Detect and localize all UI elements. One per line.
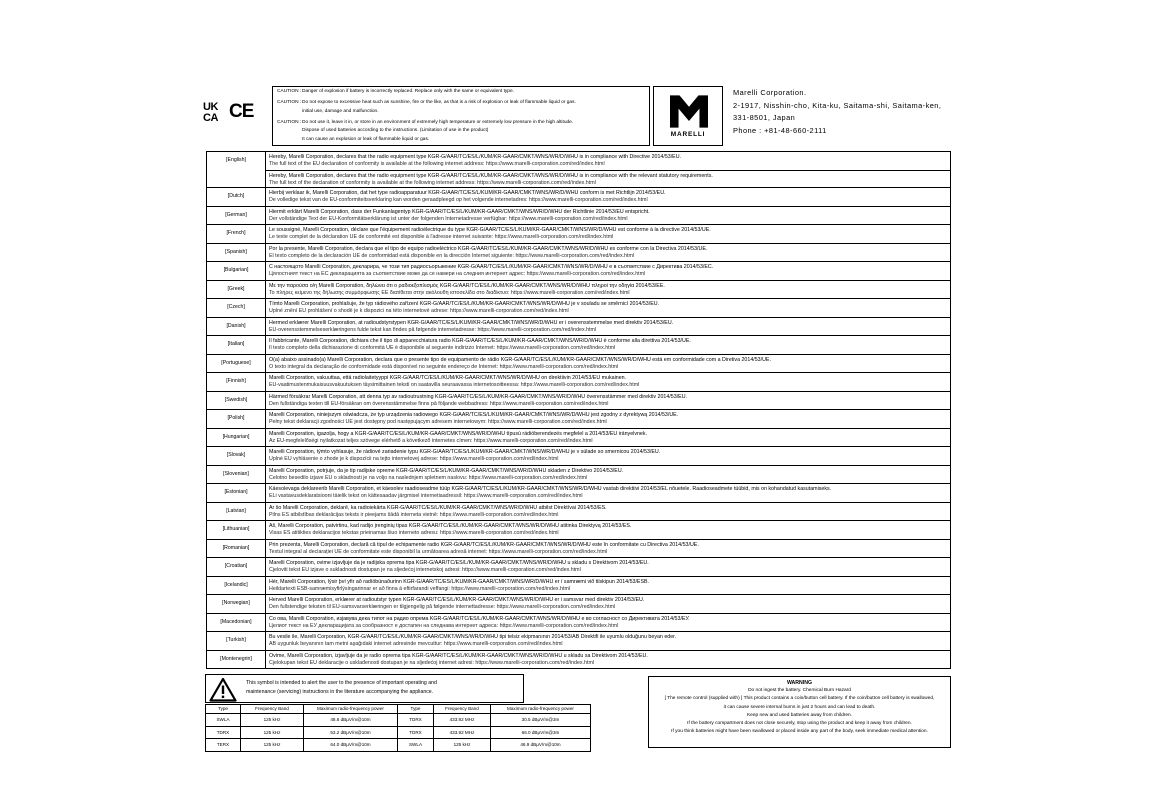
declaration-url-text: EU-overensstemmelseserklæringens fulde tekst kan findes på følgende internetadresse: https://www.marelli-corporation.com/red/index.html [269,326,597,333]
declaration-row [207,502,950,521]
declaration-url-text: Цялостният текст на ЕС декларацията за съответствие може да се намери на следния интернет адрес: https://www.marelli-corporation.com/red/index.html [269,271,646,277]
symbol-notice-text [246,679,437,697]
declaration-block [266,429,950,447]
language-label: [Bulgarian] [207,262,266,280]
declaration-text: С настоящото Marelli Corporation, декларира, че този тип радиосъоръжение KGR-G/AAR/TC/ES/L/KUM/KR-GAAR/CMKT/WNS/WR/D/WHU е в съответствие с Директива 2014/53/ЕС. [269,264,714,270]
language-label: [Estonian] [207,484,266,502]
spec-header-cell: Type [398,705,434,714]
declaration-block [266,262,950,280]
declaration-row [207,354,950,373]
battery-warning-line: If you think batteries might have been swallowed or placed inside any part of the body, seek immediate medical attention. [671,729,928,735]
language-label: [Turkish] [207,632,266,650]
battery-warning-line: [ The remote control (supplied with) ] This product contains a coin/button cell battery. If the coin/button cell battery is swallowed, [664,696,935,702]
caution-text: Danger of explosion if battery is incorrectly replaced. Replace only with the same or equivalent type. [302,89,514,94]
spec-cell: TDRX [398,726,434,739]
caution-text: initial use, damage and malfunction. [302,108,379,114]
spec-cell: 125 kHz [241,714,304,727]
declaration-text: Marelli Corporation, týmto vyhlasuje, že rádiové zariadenie typu KGR-G/AAR/TC/ES/L/KUM/KR-GAAR/CMKT/WNS/WR/D/WHU je v súlade so smernicou 2014/53/EÚ. [269,449,661,455]
spec-header-cell: Maximum radio-frequency power [304,705,398,714]
spec-cell: 433.92 MHz [434,726,491,739]
spec-table-row [206,726,591,739]
declaration-row [207,594,950,613]
battery-warning-line: it can cause severe internal burns in just 2 hours and can lead to death. [723,704,876,710]
declaration-row [207,631,950,650]
declaration-blocks [266,651,950,669]
spec-cell: 433.92 MHz [434,714,491,727]
declaration-blocks [266,577,950,595]
declaration-row [207,557,950,576]
declaration-url-text: The full text of the EU declaration of conformity is available at the following internet address: https://www.marelli-corporation.com/red/index.html [269,161,605,167]
spec-cell: 30.5 dBμV/m@3m [491,714,591,727]
language-label: [Czech] [207,299,266,317]
declaration-row [207,206,950,225]
declaration-blocks [266,429,950,447]
declaration-url-text: Úplné znění EU prohlášení o shodě je k dispozici na této internetové adrese: https://www.marelli-corporation.com/red/index.html [269,308,569,314]
caution-label: CAUTION : [277,89,302,94]
caution-text: Dispose of used batteries according to the instructions. (Limitation of use in the product) [302,128,489,133]
declaration-blocks [266,373,950,391]
declaration-block [266,281,950,299]
language-label: [English] [207,152,266,187]
caution-box [272,86,650,146]
spec-cell: TERX [206,739,241,752]
symbol-notice-line: This symbol is intended to alert the user to the presence of important operating and [246,680,437,686]
language-label: [Hungarian] [207,429,266,447]
declaration-blocks [266,410,950,428]
language-label: [French] [207,225,266,243]
declaration-blocks [266,336,950,354]
address-postal: 331-8501, Japan [733,113,796,123]
declaration-block [266,207,950,225]
declaration-block [266,225,950,243]
declaration-blocks [266,540,950,558]
declaration-row [207,428,950,447]
declaration-blocks [266,244,950,262]
declaration-url-text: Pilns ES atbilstības deklarācijas teksts ir pieejams šādā interneta vietnē: https://www.marelli-corporation.com/red/index.html [269,511,559,518]
declaration-blocks [266,281,950,299]
spec-cell: 125 kHz [241,739,304,752]
declaration-blocks [266,262,950,280]
declaration-blocks [266,466,950,484]
declaration-url-text: Úplné EÚ vyhlásenie o zhode je k dispozícii na tejto internetovej adrese: https://www.marelli-corporation.com/red/index.html [269,456,559,462]
language-label: [Polish] [207,410,266,428]
language-label: [Greek] [207,281,266,299]
declaration-text: Ar šo Marelli Corporation, deklarē, ka radioiekārta KGR-G/AAR/TC/ES/L/KUM/KR-GAAR/CMKT/WNS/WR/D/WHU atbilst Direktīvai 2014/53/ES. [269,504,607,511]
caution-item [277,119,645,145]
declaration-block [266,503,950,521]
declaration-blocks [266,207,950,225]
declaration-blocks [266,595,950,613]
declaration-block [266,152,950,170]
declaration-url-text: AB uygunluk beyanının tam metni aşağıdaki internet adresinde mevcuttur: https://www.marelli-corporation.com/red/index.html [269,641,563,647]
ukca-mark [203,102,227,126]
declaration-text: Hiermit erklärt Marelli Corporation, dass der Funkanlagentyp KGR-G/AAR/TC/ES/L/KUM/KR-GAAR/CMKT/WNS/WR/D/WHU der Richtlinie 2014/53/EU entspricht. [269,208,650,215]
caution-label: CAUTION : [277,119,302,125]
language-label: [Italian] [207,336,266,354]
spec-header-cell: Type [206,705,241,714]
declaration-blocks [266,614,950,632]
declaration-url-text: EU-vaatimustenmukaisuusvakuutuksen täysimittainen teksti on saatavilla seuraavassa internetosoitteessa: https://www.marelli-corporation.com/red/index.html [269,382,640,388]
declaration-block [266,355,950,373]
declaration-block [266,410,950,428]
declaration-row [207,152,950,187]
declaration-url-text: Cjelokupan tekst EU deklaracije o usklađenosti dostupan je na sljedećoj internet adresi: https://www.marelli-corporation.com/red/index.html [269,659,595,666]
declaration-block [266,521,950,539]
declaration-text: Herved Marelli Corporation, erklærer at radioutstyr typen KGR-G/AAR/TC/ES/L/KUM/KR-GAAR/CMKT/WNS/WR/D/WHU er i samsvar med direktiv 2014/53/EU. [269,597,645,603]
address-phone: Phone : +81-48-660-2111 [733,126,827,136]
language-label: [Swedish] [207,392,266,410]
declaration-url-text: Heildartexti ESB-samræmisyfirlýsingarinnar er að finna á eftirfarandi veffangi: https://www.marelli-corporation.com/red/index.html [269,585,571,592]
declaration-block [266,244,950,262]
declaration-text: Il fabbricante, Marelli Corporation, dichiara che il tipo di apparecchiatura radio KGR-G/AAR/TC/ES/L/KUM/KR-GAAR/CMKT/WNS/WR/D/WHU è conforme alla direttiva 2014/53/UE. [269,338,691,344]
language-label: [Romanian] [207,540,266,558]
language-label: [Croatian] [207,558,266,576]
declaration-row [207,613,950,632]
declaration-url-text: El texto completo de la declaración UE de conformidad está disponible en la dirección Internet siguiente: https://www.marelli-corporation.com/red/index.html [269,252,635,259]
spec-cell: 125 kHz [241,726,304,739]
caution-text: Do not use it, leave it in, or store in an environment of extremely high temperature or extremely low pressure in the high altitude. [302,119,574,125]
declaration-row [207,576,950,595]
radio-spec-table [205,704,591,752]
caution-text: Do not expose to excessive heat such as sunshine, fire or the like, as that is a risk of explosion or leak of flammable liquid or gas. [302,100,576,105]
declaration-row [207,539,950,558]
warning-triangle-icon [209,677,237,702]
spec-cell: TDRX [206,726,241,739]
declaration-text: Marelli Corporation, potrjuje, da je tip radijske opreme KGR-G/AAR/TC/ES/L/KUM/KR-GAAR/CMKT/WNS/WR/D/WHU skladen z Direktivo 2014/53/EU. [269,467,624,474]
declaration-block [266,466,950,484]
spec-table-row [206,714,591,727]
declaration-url-text: Το πλήρες κείμενο της δήλωσης συμμόρφωσης ΕΕ διατίθεται στην ακόλουθη ιστοσελίδα στο διαδίκτυο: https://www.marelli-corporation.com/red/index.html [269,289,630,296]
declaration-block [266,558,950,576]
declaration-blocks [266,558,950,576]
language-label: [Macedonian] [207,614,266,632]
spec-header-cell: Frequency Band [241,705,304,714]
declaration-row [207,298,950,317]
declaration-block [266,595,950,613]
declaration-text: Marelli Corporation, vakuuttaa, että radiolaitetyyppi KGR-G/AAR/TC/ES/L/KUM/KR-GAAR/CMKT/WNS/WR/D/WHU on direktiivin 2014/53/EU mukainen. [269,375,627,381]
declaration-text: Hereby, Marelli Corporation, declares that the radio equipment type KGR-G/AAR/TC/ES/L/KUM/KR-GAAR/CMKT/WNS/WR/D/WHU is in compliance with Directive 2014/53/EU. [269,154,682,160]
declaration-url-text: Den fullstendige teksten til EU-samsvarserklæringen er tilgjengelig på følgende internettadresse: https://www.marelli-corporation.com/red/index.html [269,604,616,610]
declaration-row [207,520,950,539]
declaration-url-text: O texto integral da declaração de conformidade está disponível no seguinte endereço de Internet: https://www.marelli-corporation.com/red/index.html [269,363,619,370]
declaration-block [266,577,950,595]
declaration-block [266,632,950,650]
declaration-block [266,651,950,669]
declaration-blocks [266,521,950,539]
declaration-text: Hér, Marelli Corporation, lýsir því yfir að radíóbúnaðurinn KGR-G/AAR/TC/ES/L/KUM/KR-GAAR/CMKT/WNS/WR/D/WHU er í samræmi við tilskipun 2014/53/ESB. [269,578,650,585]
ukca-mark-top: UK [203,101,219,113]
declaration-blocks [266,484,950,502]
spec-cell: SWLA [398,739,434,752]
declaration-block [266,170,950,188]
declaration-blocks [266,632,950,650]
declaration-row [207,372,950,391]
declaration-text: Härmed försäkrar Marelli Corporation, att denna typ av radioutrustning KGR-G/AAR/TC/ES/L/KUM/KR-GAAR/CMKT/WNS/WR/D/WHU överensstämmer med direktiv 2014/53/EU. [269,393,687,400]
declaration-row [207,243,950,262]
declaration-block [266,336,950,354]
declaration-block [266,614,950,632]
declaration-text: Со ова, Marelli Corporation, изјавува дека типот на радио опрема KGR-G/AAR/TC/ES/L/KUM/KR-GAAR/CMKT/WNS/WR/D/WHU е во согласност со Директивата 2014/53/ЕУ. [269,615,690,622]
declaration-row [207,391,950,410]
language-label: [German] [207,207,266,225]
declaration-url-text: Visas ES atitikties deklaracijos tekstas prieinamas šiuo interneto adresu: https://www.marelli-corporation.com/red/index.html [269,530,559,536]
declaration-blocks [266,188,950,206]
declaration-url-text: Der vollständige Text der EU-Konformitätserklärung ist unter der folgenden Internetadresse verfügbar: https://www.marelli-corporation.com/red/index.html [269,215,628,222]
caution-item [277,99,645,116]
declaration-block [266,484,950,502]
declaration-text: Por la presente, Marelli Corporation, declara que el tipo de equipo radioeléctrico KGR-G/AAR/TC/ES/L/KUM/KR-GAAR/CMKT/WNS/WR/D/WHU es conforme con la Directiva 2014/53/UE. [269,245,708,252]
declaration-text: Marelli Corporation, niniejszym oświadcza, że typ urządzenia radiowego KGR-G/AAR/TC/ES/L/KUM/KR-GAAR/CMKT/WNS/WR/D/WHU jest zgodny z dyrektywą 2014/53/UE. [269,412,679,418]
declaration-row [207,483,950,502]
declaration-row [207,224,950,243]
language-label: [Finnish] [207,373,266,391]
battery-warning-line: If the battery compartment does not close securely, stop using the product and keep it away from children. [687,721,912,727]
declaration-blocks [266,299,950,317]
declaration-url-text: Целиот текст на ЕУ декларацијата за сообразност е достапен на следнава интернет адреса: https://www.marelli-corporation.com/red/index.html [269,622,619,629]
marelli-m-icon [670,95,708,128]
declaration-row [207,446,950,465]
declaration-row [207,187,950,206]
declaration-row [207,409,950,428]
spec-cell: 64.0 dBμV/m@10m [304,739,398,752]
spec-cell: 66.0 dBμV/m@3m [491,726,591,739]
ce-mark: CE [229,101,254,122]
declaration-block [266,540,950,558]
spec-cell: SWLA [206,714,241,727]
language-label: [Icelandic] [207,577,266,595]
declaration-url-text: The full text of the declaration of conformity is available at the following internet address: https://www.marelli-corporation.com/red/index.html [269,179,596,186]
language-label: [Montenegrin] [207,651,266,669]
marelli-logo [653,86,723,146]
language-label: [Spanish] [207,244,266,262]
declaration-block [266,373,950,391]
spec-header-cell: Maximum radio-frequency power [491,705,591,714]
declaration-text: Prin prezenta, Marelli Corporation, declară că tipul de echipamente radio KGR-G/AAR/TC/ES/L/KUM/KR-GAAR/CMKT/WNS/WR/D/WHU este în conformitate cu Directiva 2014/53/UE. [269,541,699,548]
declaration-text: Marelli Corporation, igazolja, hogy a KGR-G/AAR/TC/ES/L/KUM/KR-GAAR/CMKT/WNS/WR/D/WHU típusú rádióberendezés megfelel a 2014/53/EU irányelvnek. [269,430,647,437]
declaration-url-text: Textul integral al declarației UE de conformitate este disponibil la următoarea adresă internet: https://www.marelli-corporation.com/red/index.html [269,548,608,555]
language-label: [Slovak] [207,447,266,465]
declaration-blocks [266,225,950,243]
battery-warning-box [648,676,951,748]
language-label: [Danish] [207,318,266,336]
declaration-block [266,188,950,206]
declaration-text: Hereby, Marelli Corporation, declares that the radio equipment type KGR-G/AAR/TC/ES/L/KUM/KR-GAAR/CMKT/WNS/WR/D/WHU is in compliance with the relevant statutory requirements. [269,172,713,179]
declaration-url-text: Il testo completo della dichiarazione di conformità UE è disponibile al seguente indirizzo Internet: https://www.marelli-corporation.com/red/index.html [269,345,616,351]
declaration-url-text: Celotno besedilo izjave EU o skladnosti je na voljo na naslednjem spletnem naslovu: https://www.marelli-corporation.com/red/index.html [269,474,588,481]
declaration-text: Marelli Corporation, ovime izjavljuje da je radijska oprema tipa KGR-G/AAR/TC/ES/L/KUM/KR-GAAR/CMKT/WNS/WR/D/WHU u skladu s Direktivom 2014/53/EU. [269,560,649,566]
language-label: [Norwegian] [207,595,266,613]
declaration-row [207,317,950,336]
declaration-url-text: Pełny tekst deklaracji zgodności UE jest dostępny pod następującym adresem internetowym: https://www.marelli-corporation.com/red/index.html [269,419,607,425]
declaration-text: Tímto Marelli Corporation, prohlašuje, že typ rádiového zařízení KGR-G/AAR/TC/ES/L/KUM/KR-GAAR/CMKT/WNS/WR/D/WHU je v souladu se směrnicí 2014/53/EU. [269,301,660,307]
spec-cell: TDRX [398,714,434,727]
caution-text: It can cause an explosion or leak of flammable liquid or gas. [302,136,430,142]
declaration-row [207,280,950,299]
declaration-text: Hermed erklærer Marelli Corporation, at radioudstyrstypen KGR-G/AAR/TC/ES/L/KUM/KR-GAAR/CMKT/WNS/WR/D/WHU er i overensstemmelse med direktiv 2014/53/EU. [269,319,674,326]
declaration-blocks [266,152,950,187]
declaration-blocks [266,392,950,410]
spec-cell: 53.2 dBμV/m@10m [304,726,398,739]
declaration-url-text: Cjeloviti tekst EU izjave o sukladnosti dostupan je na sljedećoj internetskoj adresi: https://www.marelli-corporation.com/red/index.html [269,567,581,573]
language-label: [Slovenian] [207,466,266,484]
spec-header-cell: Frequency Band [434,705,491,714]
logo-wordmark: MARELLI [670,131,706,138]
address-street: 2-1917, Nisshin-cho, Kita-ku, Saitama-shi, Saitama-ken, [733,100,942,110]
declaration-url-text: Den fullständiga texten till EU-försäkran om överensstämmelse finns på följande webbadress: https://www.marelli-corporation.com/red/index.html [269,400,609,407]
symbol-notice [205,674,524,703]
company-address [733,87,941,138]
spec-cell: 46.9 dBμV/m@10m [491,739,591,752]
ukca-mark-bottom: CA [203,112,219,124]
spec-table-row [206,739,591,752]
spec-cell: 125 kHz [434,739,491,752]
battery-warning-subtitle: Do not ingest the battery. Chemical Burn Hazard [748,688,851,694]
declaration-block [266,392,950,410]
language-label: [Latvian] [207,503,266,521]
declaration-row [207,650,950,669]
declaration-row [207,465,950,484]
declaration-url-text: De volledige tekst van de EU-conformiteitsverklaring kan worden geraadpleegd op het volgende internetadres: https://www.marelli-corporation.com/red/index.html [269,197,648,203]
declaration-block [266,299,950,317]
declaration-blocks [266,503,950,521]
language-label: [Dutch] [207,188,266,206]
declaration-text: Le soussigné, Marelli Corporation, déclare que l'équipement radioélectrique du type KGR-G/AAR/TC/ES/L/KUM/KR-GAAR/CMKT/WNS/WR/D/WHU est conforme à la directive 2014/53/UE. [269,227,711,233]
spec-cell: 48.6 dBμV/m@10m [304,714,398,727]
language-label: [Portuguese] [207,355,266,373]
declaration-text: Käesolevaga deklareerib Marelli Corporation, et käesolev raadioseadme tüüp KGR-G/AAR/TC/ES/L/KUM/KR-GAAR/CMKT/WNS/WR/D/WHU vastab direktiivi 2014/53/EL nõuetele. Raadioseadmete tüübid, mis on kohandatud kasutamiseks. [269,486,832,492]
declaration-text: Ovime, Marelli Corporation, izjavljuje da je radio oprema tipa KGR-G/AAR/TC/ES/L/KUM/KR-GAAR/CMKT/WNS/WR/D/WHU u skladu sa Direktivom 2014/53/EU. [269,652,648,659]
declaration-blocks [266,355,950,373]
battery-warning-line: Keep new and used batteries away from children. [746,712,853,718]
battery-warning-title: WARNING [786,680,813,686]
caution-item [277,88,645,97]
declaration-text: Aš, Marelli Corporation, patvirtinu, kad radijo įrenginių tipas KGR-G/AAR/TC/ES/L/KUM/KR-GAAR/CMKT/WNS/WR/D/WHU atitinka Direktyvą 2014/53/ES. [269,523,632,529]
declaration-blocks [266,318,950,336]
language-label: [Lithuanian] [207,521,266,539]
declaration-url-text: Le texte complet de la déclaration UE de conformité est disponible à l'adresse internet suivante: https://www.marelli-corporation.com/red/index.html [269,234,614,240]
declaration-text: Bu vesile ile, Marelli Corporation, KGR-G/AAR/TC/ES/L/KUM/KR-GAAR/CMKT/WNS/WR/D/WHU tipi telsiz ekipmanının 2014/53/AB Direktifi ile uyumlu olduğunu beyan eder. [269,634,677,640]
declaration-text: O(a) abaixo assinado(a) Marelli Corporation, declara que o presente tipo de equipamento de rádio KGR-G/AAR/TC/ES/L/KUM/KR-GAAR/CMKT/WNS/WR/D/WHU está em conformidade com a Diretiva 2014/53/UE. [269,356,771,363]
symbol-notice-line: maintenance (servicing) instructions in the literature accompanying the appliance. [246,689,434,695]
declaration-blocks [266,447,950,465]
company-name: Marelli Corporation. [733,88,807,97]
declaration-url-text: ELi vastavusdeklaratsiooni täielik tekst on kättesaadav järgmisel internetiaadressil: https://www.marelli-corporation.com/red/index.html [269,493,583,499]
declaration-text: Με την παρούσα ο/η Marelli Corporation, δηλώνει ότι ο ραδιοεξοπλισμός KGR-G/AAR/TC/ES/L/KUM/KR-GAAR/CMKT/WNS/WR/D/WHU πληροί την οδηγία 2014/53/ΕΕ. [269,282,665,289]
declaration-row [207,261,950,280]
declaration-url-text: Az EU-megfelelőségi nyilatkozat teljes szövege elérhető a következő internetes címen: https://www.marelli-corporation.com/red/index.html [269,437,593,444]
declaration-text: Hierbij verklaar ik, Marelli Corporation, dat het type radioapparatuur KGR-G/AAR/TC/ES/L/KUM/KR-GAAR/CMKT/WNS/WR/D/WHU conform is met Richtlijn 2014/53/EU. [269,190,666,196]
declaration-block [266,318,950,336]
declaration-block [266,447,950,465]
declaration-row [207,335,950,354]
declaration-table [206,151,951,669]
spec-table-header [206,705,591,714]
caution-label: CAUTION : [277,100,302,105]
